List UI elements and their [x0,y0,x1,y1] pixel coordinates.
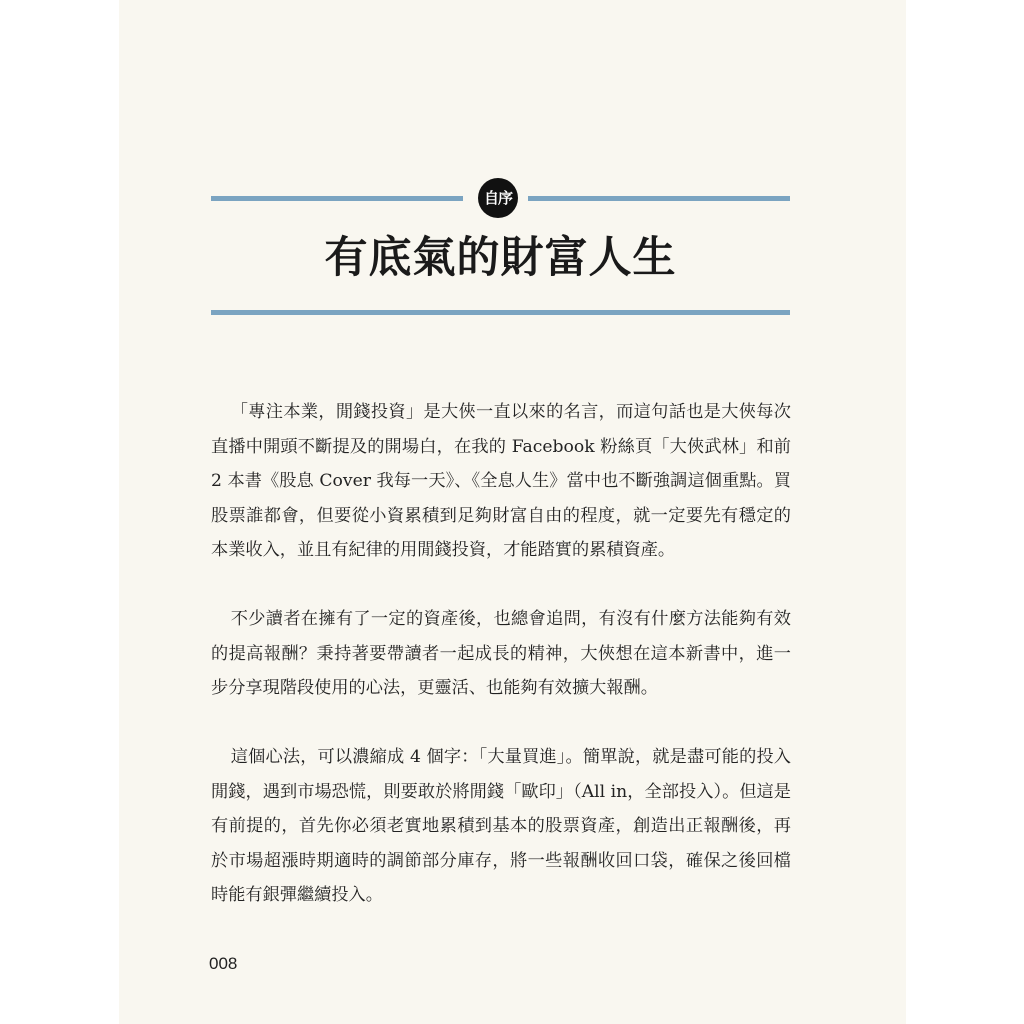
top-rule-right [528,196,790,201]
top-rule-left [211,196,463,201]
chapter-title: 有底氣的財富人生 [324,233,677,283]
body-text [211,395,791,913]
paragraph-2: 不少讀者在擁有了一定的資產後，也總會追問，有沒有什麼方法能夠有效的提高報酬？秉持著要帶讀者一起成長的精神，大俠想在這本新書中，進一步分享現階段使用的心法，更靈活、也能夠有效擴大報酬。 [211,609,791,698]
page-number: 008 [209,954,238,973]
paragraph-1: 「專注本業，閒錢投資」是大俠一直以來的名言，而這句話也是大俠每次直播中開頭不斷提及的開場白，在我的 Facebook 粉絲頁「大俠武林」和前 2 本書《股息 Cover 我每一天》、《全息人生》當中也不斷強調這個重點。買股票誰都會，但要從小資累積到足夠財富自由的程度，就一定要先有穩定的本業收入，並且有紀律的用閒錢投資，才能踏實的累積資產。 [211,402,791,560]
book-page [119,0,906,1024]
preface-badge: 自序 [478,178,518,218]
bottom-rule [211,310,790,315]
paragraph-3: 這個心法，可以濃縮成 4 個字：「大量買進」。簡單說，就是盡可能的投入閒錢，遇到市場恐慌，則要敢於將閒錢「歐印」（All in，全部投入）。但這是有前提的，首先你必須老實地累積到基本的股票資產，創造出正報酬後，再於市場超漲時期適時的調節部分庫存，將一些報酬收回口袋，確保之後回檔時能有銀彈繼續投入。 [211,747,791,905]
